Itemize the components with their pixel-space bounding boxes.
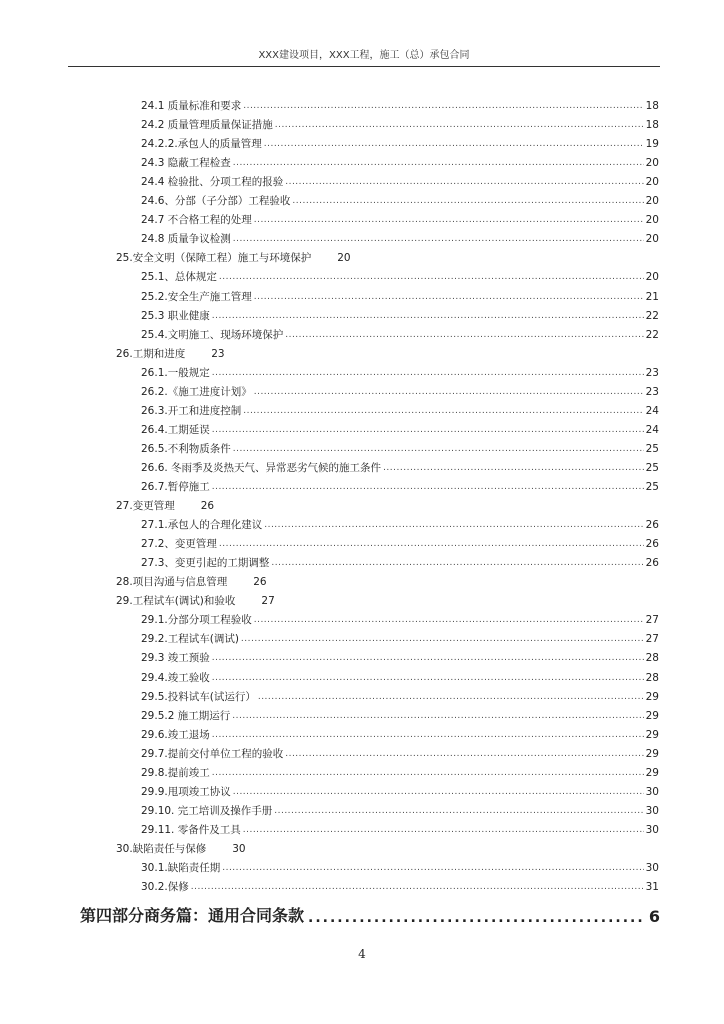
toc-entry-page: 20 [645,157,659,170]
toc-entry-title: 29.11. 零备件及工具 [141,823,241,836]
toc-entry-title: 29.5.投料试车(试运行） [141,690,256,703]
toc-entry-title: 24.7 不合格工程的处理 [141,214,252,227]
toc-entry-title: 26.6. 冬雨季及炎热天气、异常恶劣气候的施工条件 [141,461,382,474]
toc-entry-page: 20 [645,233,659,246]
dot-leader [254,613,644,627]
toc-entry-title: 27.变更管理 [116,500,175,513]
dot-leader [212,366,644,380]
dot-leader [274,804,643,818]
dot-leader [241,632,644,646]
toc-entry-page: 30 [232,842,246,855]
toc-entry-page: 25 [645,442,659,455]
toc-entry[interactable] [141,419,659,437]
toc-entry-title: 24.8 质量争议检测 [141,233,231,246]
toc-entry[interactable] [141,762,659,780]
toc-entry[interactable] [141,266,659,284]
toc-entry-page: 31 [645,881,659,894]
toc-entry[interactable] [141,609,659,627]
toc-entry-page: 27 [261,595,275,608]
toc-entry-page: 29 [645,728,659,741]
toc-entry-page: 26 [645,519,659,532]
toc-entry-page: 20 [337,252,351,265]
toc-entry-page: 29 [645,766,659,779]
dot-leader [212,671,644,685]
toc-entry[interactable] [141,228,659,246]
toc-entry[interactable] [141,362,659,380]
dot-leader [308,910,645,926]
toc-entry-title: 25.安全文明（保障工程）施工与环境保护 [116,252,312,265]
toc-entry-title: 29.1.分部分项工程验收 [141,614,252,627]
toc-entry-title: 24.6、分部（子分部）工程验收 [141,195,291,208]
toc-entry[interactable] [141,305,659,323]
toc-entry[interactable] [141,743,659,761]
toc-entry-title: 29.6.竣工退场 [141,728,210,741]
toc-entry[interactable] [141,381,659,399]
toc-entry[interactable] [141,95,659,113]
toc-entry-page: 26 [645,557,659,570]
toc-entry-page: 26 [645,538,659,551]
toc-entry-title: 29.7.提前交付单位工程的验收 [141,747,284,760]
dot-leader [285,747,643,761]
dot-leader [212,728,644,742]
dot-leader [191,880,644,894]
toc-entry-page: 20 [645,176,659,189]
dot-leader [292,194,643,208]
toc-entry-page: 23 [645,385,659,398]
toc-entry[interactable] [141,781,659,799]
dot-leader [233,785,644,799]
dot-leader [233,232,644,246]
toc-entry-title: 29.9.甩项竣工协议 [141,785,231,798]
toc-entry[interactable] [141,400,659,418]
toc-entry[interactable] [116,343,225,361]
toc-entry[interactable] [141,533,659,551]
toc-entry[interactable] [141,514,659,532]
dot-leader [254,290,644,304]
toc-entry-page: 20 [645,195,659,208]
dot-leader [243,823,644,837]
page-number: 4 [358,947,366,961]
part-page: 6 [648,907,660,926]
toc-entry-page: 24 [645,404,659,417]
toc-entry-page: 30 [645,785,659,798]
dot-leader [212,766,644,780]
dot-leader [275,118,644,132]
toc-entry[interactable] [141,190,659,208]
toc-entry-title: 24.2 质量管理质量保证措施 [141,119,273,132]
toc-entry-title: 25.1、总体规定 [141,271,217,284]
toc-entry-title: 26.5.不利物质条件 [141,442,231,455]
toc-entry[interactable] [141,438,659,456]
toc-entry[interactable] [141,800,659,818]
toc-entry-title: 29.8.提前竣工 [141,766,210,779]
toc-entry-page: 27 [645,614,659,627]
toc-entry-page: 23 [645,366,659,379]
dot-leader [212,423,644,437]
toc-entry-title: 29.3 竣工预验 [141,652,210,665]
toc-entry[interactable] [141,628,659,646]
toc-entry-page: 25 [645,461,659,474]
dot-leader [222,861,643,875]
toc-entry[interactable] [141,133,659,151]
toc-entry-title: 30.缺陷责任与保修 [116,842,207,855]
toc-entry[interactable] [141,667,659,685]
toc-entry-title: 24.3 隐蔽工程检查 [141,157,231,170]
toc-entry-title: 25.4.文明施工、现场环境保护 [141,328,284,341]
toc-entry-title: 29.2.工程试车(调试) [141,633,239,646]
toc-entry-page: 28 [645,671,659,684]
toc-entry-title: 24.4 检验批、分项工程的报验 [141,176,284,189]
dot-leader [254,385,644,399]
toc-entry[interactable] [141,457,659,475]
toc-entry-title: 27.1.承包人的合理化建议 [141,519,263,532]
toc-entry-page: 20 [645,271,659,284]
toc-entry-page: 28 [645,652,659,665]
dot-leader [383,461,644,475]
toc-entry-title: 27.3、变更引起的工期调整 [141,557,270,570]
toc-entry-page: 25 [645,481,659,493]
dot-leader [212,480,644,494]
toc-entry[interactable] [141,209,659,227]
toc-entry-page: 19 [645,138,659,151]
toc-entry-title: 30.2.保修 [141,881,189,894]
toc-entry[interactable] [141,819,659,837]
toc-entry[interactable] [141,171,659,189]
toc-entry[interactable] [141,152,659,170]
part-title: 第四部分商务篇：通用合同条款 [80,906,305,925]
toc-entry[interactable] [116,247,351,265]
toc-entry[interactable] [141,647,659,665]
toc-entry-page: 24 [645,423,659,436]
dot-leader [285,175,643,189]
running-header: XXX建设项目，XXX工程，施工（总）承包合同 [68,46,660,67]
toc-entry-title: 24.2.2.承包人的质量管理 [141,138,262,151]
toc-entry[interactable] [141,686,659,704]
toc-entry[interactable] [141,552,659,570]
toc-entry[interactable] [141,476,659,494]
dot-leader [212,309,644,323]
toc-entry-page: 26 [253,576,267,589]
toc-entry-page: 30 [645,804,659,817]
toc-entry-title: 28.项目沟通与信息管理 [116,576,228,589]
dot-leader [232,709,643,723]
toc-entry[interactable] [116,495,214,513]
dot-leader [212,651,644,665]
dot-leader [243,404,643,418]
dot-leader [271,556,643,570]
toc-entry-title: 27.2、变更管理 [141,538,217,551]
dot-leader [219,270,644,284]
toc-entry-page: 30 [645,862,659,874]
dot-leader [285,328,643,342]
dot-leader [254,213,644,227]
toc-entry-page: 26 [200,500,215,513]
toc-entry-page: 22 [645,328,659,341]
toc-part-heading[interactable] [80,900,660,926]
toc-entry-page: 29 [645,709,659,722]
toc-entry-title: 26.2.《施工进度计划》 [141,385,252,398]
dot-leader [233,156,644,170]
toc-entry-page: 29 [645,747,659,760]
dot-leader [233,442,644,456]
toc-entry-page: 23 [211,347,225,360]
toc-entry-title: 29.4.竣工验收 [141,671,210,684]
toc-entry-page: 30 [645,823,659,836]
toc-entry-title: 24.1 质量标准和要求 [141,100,242,112]
toc-entry-page: 27 [645,633,659,646]
toc-entry[interactable] [141,724,659,742]
dot-leader [219,537,644,551]
toc-entry[interactable] [141,114,659,132]
toc-entry[interactable] [116,590,275,608]
toc-entry-title: 26.4.工期延误 [141,423,210,436]
dot-leader [264,137,644,151]
toc-entry[interactable] [141,705,659,723]
toc-entry[interactable] [141,286,659,304]
toc-entry-page: 29 [645,690,659,703]
toc-entry-title: 25.3 职业健康 [141,309,210,322]
toc-entry-title: 30.1.缺陷责任期 [141,862,221,874]
toc-entry-page: 18 [645,119,659,132]
toc-entry-page: 21 [645,290,659,303]
toc-entry-page: 20 [645,214,659,227]
toc-entry-title: 26.1.一般规定 [141,366,210,379]
toc-entry-page: 18 [645,100,659,112]
toc-entry-title: 29.5.2 施工期运行 [141,709,231,722]
toc-entry-title: 25.2.安全生产施工管理 [141,290,252,303]
toc-entry-title: 26.工期和进度 [116,347,186,360]
toc-entry-title: 26.3.开工和进度控制 [141,404,242,417]
toc-entry[interactable] [116,571,267,589]
toc-entry-page: 22 [645,309,659,322]
toc-entry[interactable] [116,838,246,856]
toc-entry-title: 26.7.暂停施工 [141,481,210,493]
dot-leader [264,518,643,532]
dot-leader [243,99,643,113]
dot-leader [258,690,644,704]
toc-entry-title: 29.10. 完工培训及操作手册 [141,804,273,817]
toc-entry-title: 29.工程试车(调试)和验收 [116,595,236,608]
toc-entry[interactable] [141,876,659,894]
toc-entry[interactable] [141,857,659,875]
toc-entry[interactable] [141,324,659,342]
